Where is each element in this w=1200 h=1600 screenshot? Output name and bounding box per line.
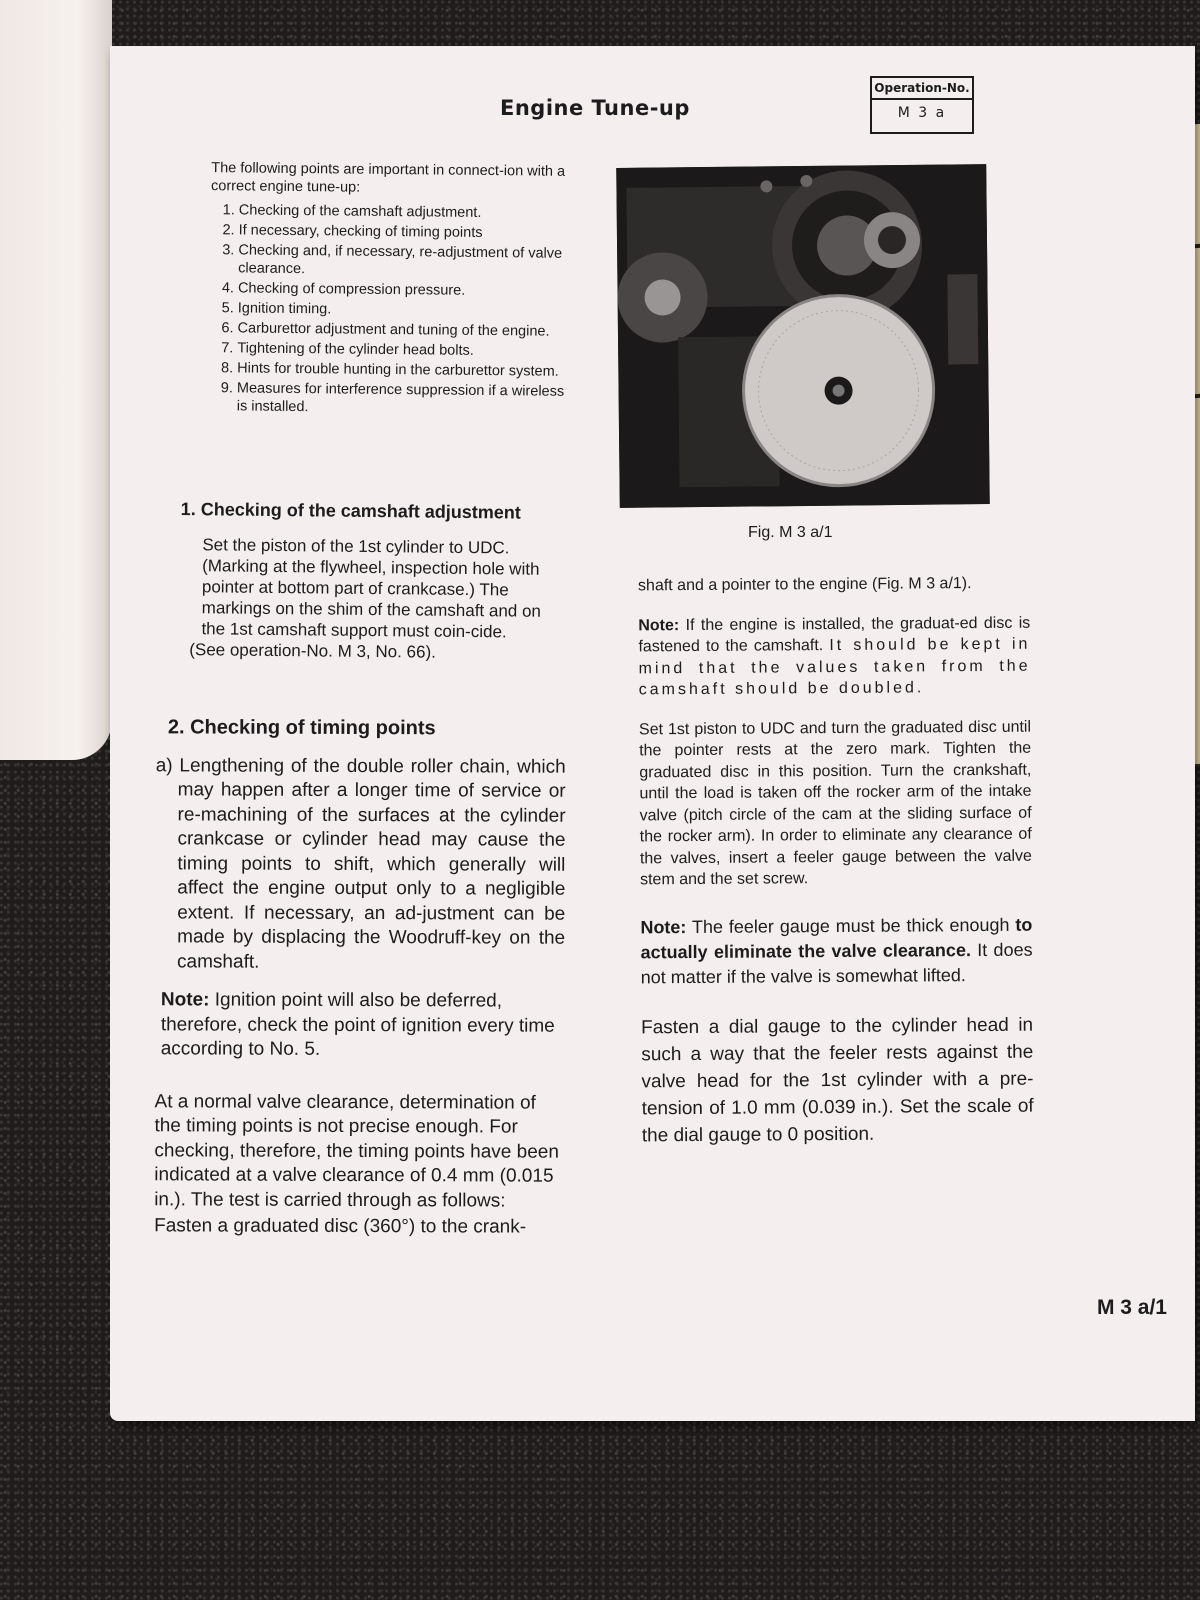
list-item: 5. Ignition timing. — [238, 299, 570, 320]
note-text: Ignition point will also be deferred, therefore, check the point of ignition every time according to No. 5. — [160, 989, 555, 1060]
note-emphasis: to actually eliminate the valve clearance. — [640, 914, 1033, 962]
note-paragraph — [638, 612, 1031, 701]
paragraph: Fasten a graduated disc (360°) to the crank- — [154, 1215, 527, 1238]
note-text: If the engine is installed, the graduat-ed disc is fastened to the camshaft. — [638, 614, 1031, 656]
note-text-spaced: It should be kept in mind that the values taken from the camshaft should be doubled. — [638, 635, 1031, 699]
paragraph: At a normal valve clearance, determination of the timing points is not precise enough. For checking, therefore, the timing points have been indicated at a valve clearance of 0.4 mm (0.015 in.). The test is carried through as follows: — [154, 1090, 559, 1212]
list-item: 9. Measures for interference suppression if a wireless is installed. — [237, 379, 569, 418]
manual-page — [110, 46, 1195, 1421]
list-item: 1. Checking of the camshaft adjustment. — [239, 201, 571, 222]
note-label: Note: — [638, 616, 680, 634]
note-text: The feeler gauge must be thick enough — [691, 914, 1010, 937]
list-item: 4. Checking of compression pressure. — [238, 279, 570, 300]
section-heading: 1. Checking of the camshaft adjustment — [180, 498, 521, 523]
operation-label: Operation-No. — [872, 78, 972, 100]
note-text: It does not matter if the valve is somewhat lifted. — [640, 939, 1033, 987]
item-a: a) Lengthening of the double roller chain, which may happen after a longer time of service or re-machining of the surfaces at the cylinder crankcase or cylinder head may cause the timing points to shift, which generally will affect the engine output only to a negligible extent. If necessary, an ad-justment can be made by displacing the Woodruff-key on the camshaft. — [155, 754, 566, 973]
note-label: Note: — [640, 916, 687, 937]
list-item: 8. Hints for trouble hunting in the carburettor system. — [237, 359, 569, 380]
list-item: 2. If necessary, checking of timing points — [239, 221, 571, 242]
paragraph: Set 1st piston to UDC and turn the graduated disc until the pointer rests at the zero mark. Tighten the graduated disc in this position. Turn the crankshaft, until the load is taken off the rocker arm of the intake valve (pitch circle of the cam at the sliding surface of the rocker arm). In order to eliminate any clearance of the valves, insert a feeler gauge between the valve stem and the set screw. — [638, 718, 1032, 889]
engine-photo — [616, 164, 990, 508]
note-paragraph — [155, 988, 565, 1063]
operation-number-box — [870, 76, 974, 134]
note-label: Note: — [160, 989, 210, 1011]
section-camshaft — [179, 499, 566, 664]
intro-text: The following points are important in connect-ion with a correct engine tune-up: — [210, 160, 566, 196]
list-item: 6. Carburettor adjustment and tuning of the engine. — [237, 319, 569, 340]
list-item: 3. Checking and, if necessary, re-adjustment of valve clearance. — [238, 241, 570, 280]
page-folio: M 3 a/1 — [1096, 1296, 1167, 1319]
page-title: Engine Tune-up — [500, 96, 690, 120]
section-timing-points — [154, 715, 566, 1240]
note-paragraph — [640, 912, 1033, 990]
engine-illustration — [616, 164, 990, 508]
list-item: 7. Tightening of the cylinder head bolts. — [237, 339, 569, 360]
intro-list — [209, 201, 571, 419]
operation-value: M 3 a — [897, 105, 947, 121]
paragraph: shaft and a pointer to the engine (Fig. M 3 a/1). — [637, 575, 972, 595]
section-heading: 2. Checking of timing points — [167, 716, 436, 740]
section-reference: (See operation-No. M 3, No. 66). — [189, 640, 436, 662]
right-column — [638, 573, 1034, 1167]
figure-caption: Fig. M 3 a/1 — [748, 524, 833, 541]
paragraph: Fasten a dial gauge to the cylinder head in such a way that the feeler rests against the valve head for the 1st cylinder with a pre-tension of 1.0 mm (0.039 in.). Set the scale of the dial gauge to 0 position. — [641, 1014, 1034, 1146]
intro-section — [209, 159, 572, 421]
left-page-edge — [0, 0, 112, 760]
section-body: Set the piston of the 1st cylinder to UDC. (Marking at the flywheel, inspection hole with pointer at bottom part of crankcase.) The markings on the shim of the camshaft and on the 1st camshaft support must coin-cide. — [201, 535, 542, 642]
